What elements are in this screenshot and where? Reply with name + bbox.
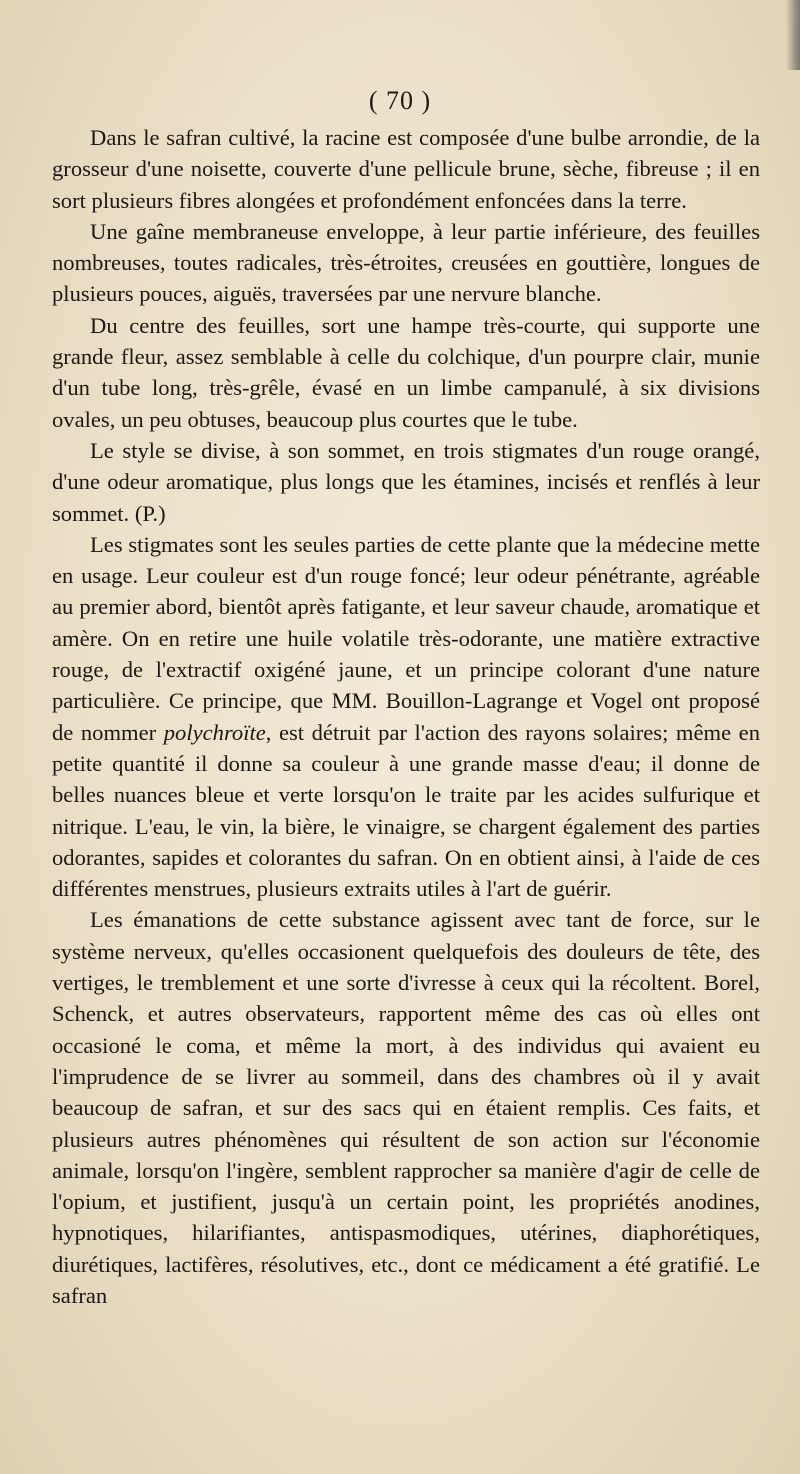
paragraph-emanations: Les émanations de cette substance agissent avec tant de force, sur le système nerveux, qu'elles occasionent quelquefois des douleurs de tête, des vertiges, le tremblement et une sorte d'ivresse à ceux qui la récoltent. Borel, Schenck, et autres observateurs, rapportent même des cas où elles ont occasioné le coma, et même la mort, à des individus qui avaient eu l'imprudence de se livrer au sommeil, dans des chambres où il y avait beaucoup de safran, et sur des sacs qui en étaient remplis. Ces faits, et plusieurs autres phénomènes qui résultent de son action sur l'économie animale, lorsqu'on l'ingère, semblent rapprocher sa manière d'agir de celle de l'opium, et justifient, jusqu'à un certain point, les propriétés anodines, hypnotiques, hilarifiantes, antispasmodiques, utérines, diaphorétiques, diurétiques, lactifères, résolutives, etc., dont ce médicament a été gratifié. Le safran — [52, 907, 760, 1308]
paragraph-flower-description: Du centre des feuilles, sort une hampe très-courte, qui supporte une grande fleur, assez semblable à celle du colchique, d'un pourpre clair, munie d'un tube long, très-grêle, évasé en un limbe campanulé, à six divisions ovales, un peu obtuses, beaucoup plus courtes que le tube. — [52, 312, 760, 432]
paragraph-medical-use — [52, 529, 760, 905]
paragraph-style-description: Le style se divise, à son sommet, en trois stigmates d'un rouge orangé, d'une odeur aromatique, plus longs que les étamines, incisés et renflés à leur sommet. (P.) — [52, 437, 760, 526]
paragraph-root-description: Dans le safran cultivé, la racine est composée d'une bulbe arrondie, de la grosseur d'une noisette, couverte d'une pellicule brune, sèche, fibreuse ; il en sort plusieurs fibres alongées et profondément enfoncées dans la terre. — [52, 125, 760, 213]
polychroite-term: polychroïte — [163, 719, 266, 745]
medical-use-text-before: Les stigmates sont les seules parties de cette plante que la médecine mette en usage. Leur couleur est d'un rouge foncé; leur odeur pénétrante, agréable au premier abord, bientôt après fatigante, et leur saveur chaude, aromatique et amère. On en retire une huile volatile très-odorante, une matière extractive rouge, de l'extractif oxigéné jaune, et un principe colorant d'une nature particulière. Ce principe, que MM. Bouillon-Lagrange et Vogel ont proposé de nommer — [52, 531, 760, 745]
body-text — [52, 122, 760, 1311]
page-edge-shadow — [786, 0, 800, 70]
page-number: ( 70 ) — [368, 86, 432, 115]
paragraph-leaf-description: Une gaîne membraneuse enveloppe, à leur partie inférieure, des feuilles nombreuses, toutes radicales, très-étroites, creusées en gouttière, longues de plusieurs pouces, aiguës, traversées par une nervure blanche. — [52, 218, 760, 307]
medical-use-text-after: , est détruit par l'action des rayons solaires; même en petite quantité il donne sa couleur à une grande masse d'eau; il donne de belles nuances bleue et verte lorsqu'on le traite par les acides sulfurique et nitrique. L'eau, le vin, la bière, le vinaigre, se chargent également des parties odorantes, sapides et colorantes du safran. On en obtient ainsi, à l'aide de ces différentes menstrues, plusieurs extraits utiles à l'art de guérir. — [52, 719, 760, 902]
